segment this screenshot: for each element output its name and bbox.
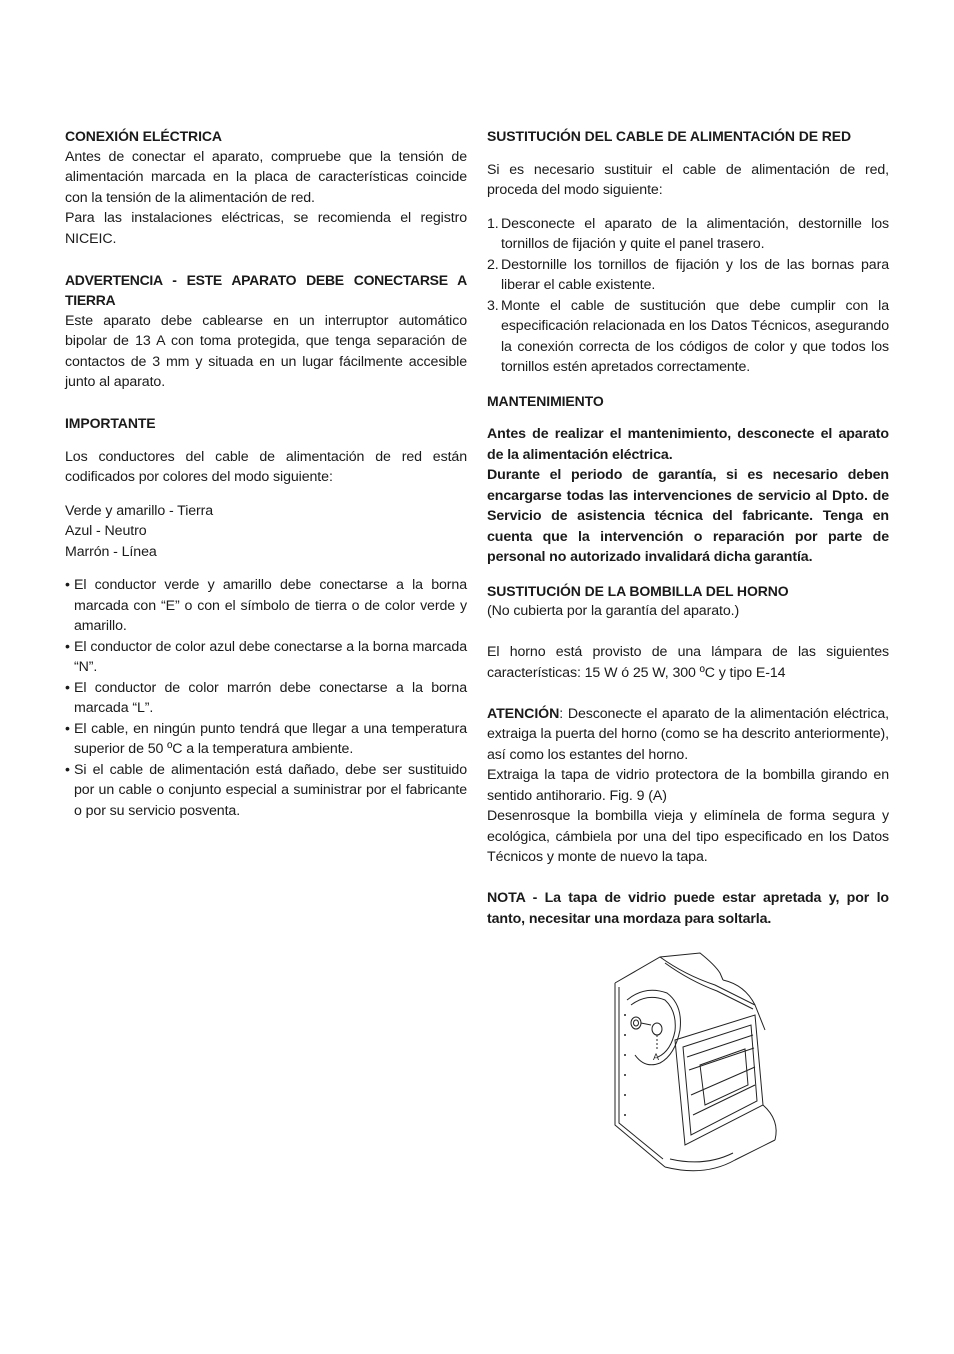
- paragraph: Para las instalaciones eléctricas, se recomienda el registro NICEIC.: [65, 210, 467, 247]
- figure-label-a: A: [653, 1052, 660, 1062]
- color-code-neutral: Azul - Neutro: [65, 523, 147, 539]
- color-code-line: Marrón - Línea: [65, 543, 157, 560]
- list-item: • El conductor de color marrón debe conectarse a la borna marcada “L”.: [65, 678, 467, 719]
- list-item: 3. Monte el cable de sustitución que debe cumplir con la especificación relacionada en los Datos Técnicos, asegurando la conexión correcta de los códigos de color y que todos los tornillos estén apretados correctamente.: [487, 297, 889, 375]
- conductor-bullet-list: [65, 575, 467, 821]
- paragraph: El horno está provisto de una lámpara de las siguientes características: 15 W ó 25 W, 300 ºC y tipo E-14: [487, 644, 889, 681]
- section-title-cable-replacement: SUSTITUCIÓN DEL CABLE DE ALIMENTACIÓN DE RED: [487, 128, 852, 144]
- replacement-steps-list: [487, 214, 889, 378]
- attention-paragraph: ATENCIÓN: Desconecte el aparato de la alimentación eléctrica, extraiga la puerta del horno (como se ha descrito anteriormente), así como los estantes del horno.: [487, 705, 890, 763]
- list-item: • El conductor de color azul debe conectarse a la borna marcada “N”.: [65, 637, 467, 678]
- attention-label: ATENCIÓN: [487, 705, 560, 722]
- section-title-maintenance: MANTENIMIENTO: [487, 392, 604, 409]
- right-column: [487, 126, 889, 929]
- paragraph: Desenrosque la bombilla vieja y elimínela de forma segura y ecológica, cámbiela por una del tipo especificado en los Datos Técnicos y monte de nuevo la tapa.: [487, 808, 889, 865]
- list-item: 2. Destornille los tornillos de fijación y los de las bornas para liberar el cable existente.: [487, 256, 889, 293]
- paragraph: Antes de conectar el aparato, compruebe que la tensión de alimentación marcada en la placa de características coincide con la tensión de la alimentación de red.: [65, 148, 467, 206]
- section-title-important: IMPORTANTE: [65, 415, 156, 431]
- list-item: 1. Desconecte el aparato de la alimentación, destornille los tornillos de fijación y quite el panel trasero.: [487, 215, 889, 252]
- list-item: • Si el cable de alimentación está dañado, debe ser sustituido por un cable o conjunto especial a suministrar por el fabricante o por su servicio posventa.: [65, 760, 467, 822]
- section-title-bulb-replacement: SUSTITUCIÓN DE LA BOMBILLA DEL HORNO: [487, 582, 789, 599]
- paragraph: Los conductores del cable de alimentación de red están codificados por colores del modo siguiente:: [65, 448, 467, 485]
- list-item: • El cable, en ningún punto tendrá que llegar a una temperatura superior de 50 ºC a la temperatura ambiente.: [65, 719, 467, 760]
- oven-lamp-illustration: [605, 945, 795, 1180]
- paragraph: Extraiga la tapa de vidrio protectora de la bombilla girando en sentido antihorario. Fig. 9 (A): [487, 767, 889, 804]
- paragraph-bold: Antes de realizar el mantenimiento, desconecte el aparato de la alimentación eléctrica.: [487, 426, 889, 463]
- paragraph: Si es necesario sustituir el cable de alimentación de red, proceda del modo siguiente:: [487, 161, 889, 198]
- paragraph: (No cubierta por la garantía del aparato.): [487, 603, 740, 619]
- section-title-earth-warning: ADVERTENCIA - ESTE APARATO DEBE CONECTARSE A TIERRA: [65, 271, 467, 308]
- paragraph: Este aparato debe cablearse en un interruptor automático bipolar de 13 A con toma protegida, que tenga separación de contactos de 3 mm y situada en un lugar fácilmente accesible junto al aparato.: [65, 312, 467, 390]
- color-code-earth: Verde y amarillo - Tierra: [65, 502, 214, 519]
- paragraph-bold: Durante el periodo de garantía, si es necesario deben encargarse todas las intervenciones de servicio al Dpto. de Servicio de asistencia técnica del fabricante. Tenga en cuenta que la intervención o reparación por parte de personal no autorizado invalidará dicha garantía.: [487, 467, 889, 565]
- list-item: • El conductor verde y amarillo debe conectarse a la borna marcada con “E” o con el símbolo de tierra o de color verde y amarillo.: [65, 575, 467, 637]
- section-title-electrical-connection: CONEXIÓN ELÉCTRICA: [65, 128, 222, 144]
- note-paragraph: NOTA - La tapa de vidrio puede estar apretada y, por lo tanto, necesitar una mordaza para soltarla.: [487, 890, 889, 927]
- left-column: [65, 126, 467, 821]
